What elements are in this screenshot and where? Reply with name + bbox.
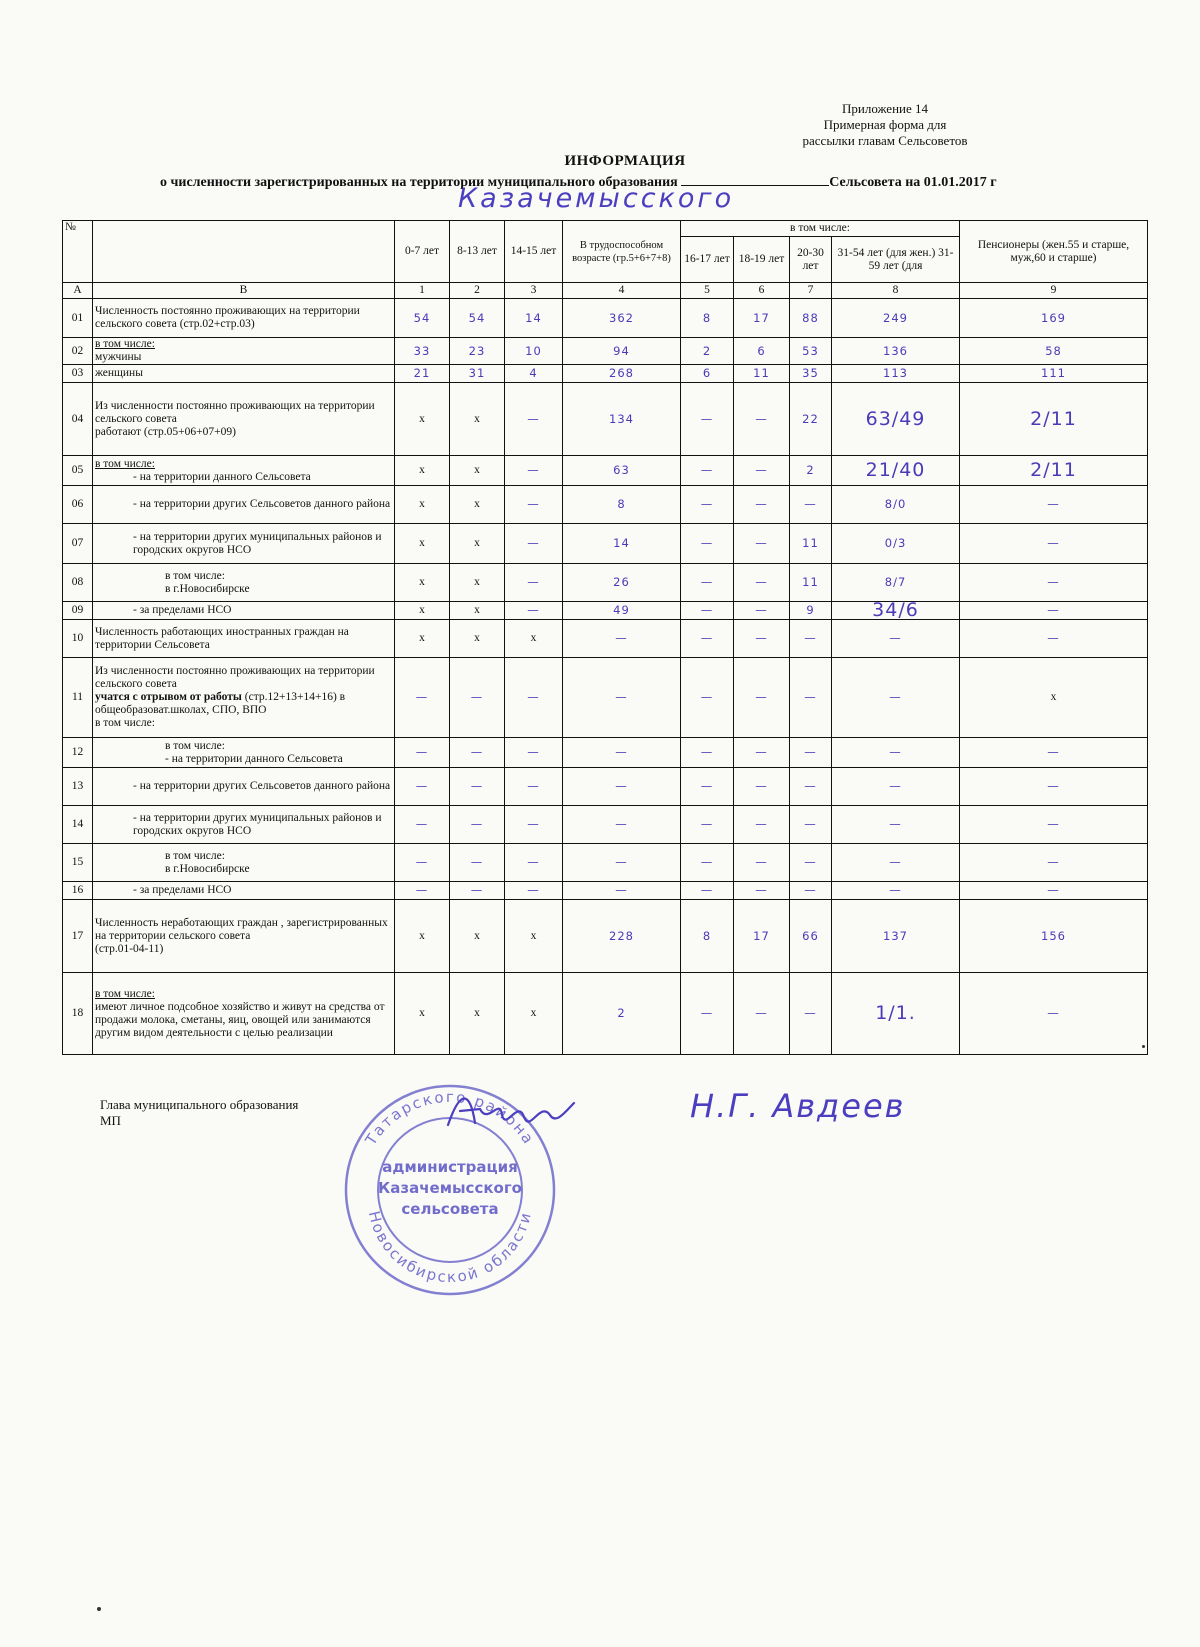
value-cell: — <box>790 806 832 844</box>
value-cell: — <box>790 486 832 524</box>
value-cell: 156 <box>960 900 1148 973</box>
row-number: 11 <box>63 658 93 738</box>
value-cell: х <box>450 973 505 1055</box>
stamp-outer-top-text: Татарского района <box>361 1087 539 1149</box>
value-cell: — <box>681 882 734 900</box>
footer-head-title: Глава муниципального образования <box>100 1097 299 1112</box>
value-cell: 8 <box>563 486 681 524</box>
value-cell: 1/1. <box>832 973 960 1055</box>
footer-stamp-label: МП <box>100 1113 121 1128</box>
value-cell: — <box>450 882 505 900</box>
value-cell: х <box>450 456 505 486</box>
column-index-row <box>63 283 1148 299</box>
row-text: Численность работающих иностранных граждан на территории Сельсовета <box>95 625 349 651</box>
value-cell: 54 <box>450 299 505 338</box>
row-subheading: в том числе: <box>95 457 155 470</box>
value-cell: 17 <box>734 299 790 338</box>
value-cell: — <box>832 620 960 658</box>
value-cell: 11 <box>790 564 832 602</box>
value-cell: 66 <box>790 900 832 973</box>
value-cell: 169 <box>960 299 1148 338</box>
value-cell: — <box>734 524 790 564</box>
value-cell: х <box>505 900 563 973</box>
value-cell: — <box>790 973 832 1055</box>
subtitle-right: Сельсовета на 01.01.2017 г <box>829 175 997 190</box>
row-subheading: в том числе: <box>165 739 225 752</box>
row-number: 13 <box>63 768 93 806</box>
row-description <box>93 768 395 806</box>
value-cell: х <box>450 602 505 620</box>
value-cell: — <box>563 620 681 658</box>
value-cell: 23 <box>450 338 505 365</box>
row-subheading: в том числе: <box>165 849 225 862</box>
row-text: имеют личное подсобное хозяйство и живут на средства от продажи молока, сметаны, яиц, овощей или занимаются другим видом деятельности с целью реализации <box>95 1000 385 1039</box>
row-number: 07 <box>63 524 93 564</box>
row-description <box>93 524 395 564</box>
value-cell: — <box>681 564 734 602</box>
value-cell: — <box>563 768 681 806</box>
table-header <box>63 221 1148 299</box>
value-cell: — <box>681 768 734 806</box>
value-cell: — <box>681 602 734 620</box>
value-cell: — <box>734 844 790 882</box>
value-cell: х <box>450 383 505 456</box>
value-cell: 8/0 <box>832 486 960 524</box>
value-cell: 113 <box>832 365 960 383</box>
row-number: 01 <box>63 299 93 338</box>
table-row <box>63 456 1148 486</box>
value-cell: — <box>505 564 563 602</box>
row-description <box>93 973 395 1055</box>
value-cell: 21 <box>395 365 450 383</box>
value-cell: — <box>563 844 681 882</box>
row-number: 08 <box>63 564 93 602</box>
row-number: 17 <box>63 900 93 973</box>
row-subheading: в том числе: <box>95 338 155 350</box>
row-text: - на территории других Сельсоветов данного района <box>133 780 391 792</box>
value-cell: — <box>734 882 790 900</box>
row-number: 03 <box>63 365 93 383</box>
value-cell: — <box>832 738 960 768</box>
table-row <box>63 602 1148 620</box>
row-description <box>93 456 395 486</box>
table-row <box>63 564 1148 602</box>
value-cell: 362 <box>563 299 681 338</box>
table-row <box>63 658 1148 738</box>
value-cell: — <box>681 973 734 1055</box>
value-cell: — <box>832 806 960 844</box>
value-cell: — <box>734 806 790 844</box>
col-index: 1 <box>395 283 450 299</box>
value-cell: 6 <box>681 365 734 383</box>
row-subheading: в том числе: <box>95 987 155 1000</box>
value-cell: — <box>681 383 734 456</box>
value-cell: 94 <box>563 338 681 365</box>
row-text-cont: (стр.12+13+14+16) в общеобразоват.школах, СПО, ВПО <box>95 691 346 716</box>
value-cell: х <box>395 524 450 564</box>
table-row <box>63 524 1148 564</box>
col-index: 7 <box>790 283 832 299</box>
signature-initials: Н.Г. Авдеев <box>690 1087 906 1125</box>
value-cell: — <box>790 738 832 768</box>
value-cell: — <box>681 456 734 486</box>
value-cell: 6 <box>734 338 790 365</box>
appendix-line-1: Приложение 14 <box>841 101 929 116</box>
statistics-table <box>62 220 1148 1055</box>
row-description <box>93 900 395 973</box>
col-header-1: 0-7 лет <box>395 221 450 283</box>
value-cell: — <box>734 602 790 620</box>
value-cell: 2 <box>563 973 681 1055</box>
value-cell: — <box>960 844 1148 882</box>
value-cell: х <box>395 486 450 524</box>
col-header-5: 16-17 лет <box>681 237 734 283</box>
row-number: 06 <box>63 486 93 524</box>
value-cell: — <box>681 738 734 768</box>
value-cell: 21/40 <box>832 456 960 486</box>
col-header-2: 8-13 лет <box>450 221 505 283</box>
row-description <box>93 365 395 383</box>
value-cell: — <box>450 768 505 806</box>
value-cell: — <box>960 602 1148 620</box>
row-text-2: работают (стр.05+06+07+09) <box>95 425 236 438</box>
value-cell: х <box>450 524 505 564</box>
value-cell: 2 <box>790 456 832 486</box>
subtitle-left: о численности зарегистрированных на территории муниципального образования <box>160 175 678 190</box>
value-cell: 34/6 <box>832 602 960 620</box>
value-cell: — <box>563 658 681 738</box>
value-cell: 63 <box>563 456 681 486</box>
col-header-7: 20-30 лет <box>790 237 832 283</box>
col-header-4: В трудоспособном возрасте (гр.5+6+7+8) <box>563 221 681 283</box>
row-text: мужчины <box>95 351 142 363</box>
row-text: Из численности постоянно проживающих на территории сельского совета <box>95 665 375 690</box>
stamp-line-1: администрация <box>382 1158 518 1176</box>
value-cell: — <box>450 658 505 738</box>
row-description <box>93 564 395 602</box>
col-index: 2 <box>450 283 505 299</box>
value-cell: — <box>395 844 450 882</box>
value-cell: — <box>450 844 505 882</box>
row-description <box>93 383 395 456</box>
table-row <box>63 882 1148 900</box>
value-cell: — <box>734 486 790 524</box>
value-cell: 54 <box>395 299 450 338</box>
scan-speck <box>1142 1045 1145 1048</box>
row-text: - на территории данного Сельсовета <box>165 752 343 765</box>
value-cell: — <box>505 882 563 900</box>
value-cell: 9 <box>790 602 832 620</box>
value-cell: — <box>790 658 832 738</box>
appendix-line-3: рассылки главам Сельсоветов <box>802 133 968 148</box>
value-cell: — <box>395 882 450 900</box>
table-row <box>63 620 1148 658</box>
col-header-no: № <box>63 221 93 283</box>
value-cell: — <box>832 658 960 738</box>
col-header-6: 18-19 лет <box>734 237 790 283</box>
col-index: В <box>93 283 395 299</box>
value-cell: 33 <box>395 338 450 365</box>
stamp-outer-bottom-text: Новосибирской области <box>364 1209 536 1287</box>
scan-speck <box>97 1607 101 1611</box>
value-cell: — <box>960 564 1148 602</box>
value-cell: — <box>734 383 790 456</box>
value-cell: — <box>734 456 790 486</box>
row-number: 09 <box>63 602 93 620</box>
handwritten-settlement-name: Казачемысского <box>458 183 735 214</box>
row-description <box>93 806 395 844</box>
value-cell: — <box>505 844 563 882</box>
row-text: в г.Новосибирске <box>165 862 250 875</box>
table-row <box>63 844 1148 882</box>
value-cell: х <box>395 564 450 602</box>
table-row <box>63 383 1148 456</box>
appendix-header <box>770 101 1000 149</box>
value-cell: х <box>450 486 505 524</box>
value-cell: — <box>505 383 563 456</box>
value-cell: — <box>395 806 450 844</box>
value-cell: — <box>734 658 790 738</box>
col-index: 3 <box>505 283 563 299</box>
value-cell: 4 <box>505 365 563 383</box>
col-index: 4 <box>563 283 681 299</box>
value-cell: х <box>960 658 1148 738</box>
value-cell: 26 <box>563 564 681 602</box>
col-index: 9 <box>960 283 1148 299</box>
row-description <box>93 299 395 338</box>
col-header-3: 14-15 лет <box>505 221 563 283</box>
value-cell: х <box>395 900 450 973</box>
value-cell: — <box>960 882 1148 900</box>
value-cell: — <box>505 524 563 564</box>
value-cell: — <box>505 456 563 486</box>
col-header-in-that: в том числе: <box>681 221 960 237</box>
value-cell: — <box>790 844 832 882</box>
row-number: 16 <box>63 882 93 900</box>
table-row <box>63 900 1148 973</box>
value-cell: — <box>681 844 734 882</box>
row-text: в г.Новосибирске <box>165 582 250 595</box>
value-cell: 2/11 <box>960 456 1148 486</box>
document-title: ИНФОРМАЦИЯ <box>564 153 686 169</box>
row-text: - на территории других Сельсоветов данного района <box>133 498 391 510</box>
value-cell: — <box>450 738 505 768</box>
value-cell: 2/11 <box>960 383 1148 456</box>
row-text: - на территории данного Сельсовета <box>133 470 311 483</box>
value-cell: 58 <box>960 338 1148 365</box>
value-cell: — <box>790 882 832 900</box>
row-description <box>93 486 395 524</box>
value-cell: х <box>450 620 505 658</box>
value-cell: 268 <box>563 365 681 383</box>
value-cell: — <box>395 768 450 806</box>
row-description <box>93 844 395 882</box>
value-cell: — <box>734 973 790 1055</box>
value-cell: — <box>960 738 1148 768</box>
appendix-line-2: Примерная форма для <box>823 117 947 132</box>
value-cell: 8 <box>681 900 734 973</box>
row-number: 05 <box>63 456 93 486</box>
value-cell: — <box>960 524 1148 564</box>
head-signature <box>440 1085 580 1145</box>
value-cell: 22 <box>790 383 832 456</box>
table-row <box>63 338 1148 365</box>
value-cell: х <box>450 900 505 973</box>
value-cell: х <box>505 973 563 1055</box>
value-cell: — <box>505 768 563 806</box>
value-cell: — <box>960 620 1148 658</box>
col-header-desc <box>93 221 395 283</box>
value-cell: 10 <box>505 338 563 365</box>
value-cell: — <box>832 768 960 806</box>
value-cell: — <box>681 486 734 524</box>
value-cell: 8 <box>681 299 734 338</box>
value-cell: х <box>395 973 450 1055</box>
row-number: 14 <box>63 806 93 844</box>
value-cell: 228 <box>563 900 681 973</box>
value-cell: х <box>505 620 563 658</box>
value-cell: — <box>563 806 681 844</box>
value-cell: 49 <box>563 602 681 620</box>
value-cell: 14 <box>563 524 681 564</box>
value-cell: 17 <box>734 900 790 973</box>
value-cell: 249 <box>832 299 960 338</box>
row-text: женщины <box>95 367 143 379</box>
col-header-9: Пенсионеры (жен.55 и старше, муж,60 и старше) <box>960 221 1148 283</box>
value-cell: — <box>395 658 450 738</box>
value-cell: 88 <box>790 299 832 338</box>
value-cell: — <box>790 620 832 658</box>
value-cell: — <box>734 620 790 658</box>
row-description <box>93 882 395 900</box>
row-text-bold: учатся с отрывом от работы <box>95 691 242 703</box>
value-cell: — <box>734 738 790 768</box>
row-text: - на территории других муниципальных районов и городских округов НСО <box>133 530 382 556</box>
value-cell: — <box>450 806 505 844</box>
value-cell: — <box>960 486 1148 524</box>
row-number: 12 <box>63 738 93 768</box>
col-index: 6 <box>734 283 790 299</box>
row-description <box>93 620 395 658</box>
value-cell: х <box>395 620 450 658</box>
value-cell: 63/49 <box>832 383 960 456</box>
value-cell: — <box>960 806 1148 844</box>
value-cell: 2 <box>681 338 734 365</box>
value-cell: — <box>681 620 734 658</box>
row-number: 02 <box>63 338 93 365</box>
row-text: - на территории других муниципальных районов и городских округов НСО <box>133 811 382 837</box>
row-description <box>93 738 395 768</box>
value-cell: — <box>681 806 734 844</box>
value-cell: — <box>505 602 563 620</box>
value-cell: — <box>832 882 960 900</box>
row-description <box>93 658 395 738</box>
value-cell: 35 <box>790 365 832 383</box>
value-cell: — <box>505 738 563 768</box>
col-index: 8 <box>832 283 960 299</box>
col-index: 5 <box>681 283 734 299</box>
row-text: Численность постоянно проживающих на территории сельского совета (стр.02+стр.03) <box>95 305 360 330</box>
value-cell: 134 <box>563 383 681 456</box>
value-cell: х <box>395 383 450 456</box>
value-cell: — <box>681 658 734 738</box>
row-description <box>93 338 395 365</box>
stamp-line-3: сельсовета <box>401 1200 499 1218</box>
value-cell: — <box>505 806 563 844</box>
value-cell: — <box>790 768 832 806</box>
value-cell: — <box>734 564 790 602</box>
row-number: 10 <box>63 620 93 658</box>
value-cell: 53 <box>790 338 832 365</box>
table-row <box>63 738 1148 768</box>
value-cell: — <box>505 486 563 524</box>
value-cell: х <box>450 564 505 602</box>
table-row <box>63 768 1148 806</box>
table-row <box>63 806 1148 844</box>
row-text: - за пределами НСО <box>133 884 232 896</box>
table-row <box>63 365 1148 383</box>
value-cell: — <box>563 738 681 768</box>
value-cell: — <box>960 973 1148 1055</box>
value-cell: — <box>563 882 681 900</box>
row-subheading: в том числе: <box>165 569 225 582</box>
value-cell: 111 <box>960 365 1148 383</box>
value-cell: 8/7 <box>832 564 960 602</box>
value-cell: — <box>395 738 450 768</box>
row-number: 04 <box>63 383 93 456</box>
value-cell: — <box>832 844 960 882</box>
col-index: А <box>63 283 93 299</box>
value-cell: х <box>395 602 450 620</box>
value-cell: — <box>960 768 1148 806</box>
row-text: - за пределами НСО <box>133 604 232 616</box>
value-cell: — <box>681 524 734 564</box>
table-row <box>63 973 1148 1055</box>
row-number: 18 <box>63 973 93 1055</box>
stamp-line-2: Казачемысского <box>378 1179 522 1197</box>
table-row <box>63 299 1148 338</box>
row-text-tail: в том числе: <box>95 717 155 729</box>
value-cell: 137 <box>832 900 960 973</box>
col-header-8: 31-54 лет (для жен.) 31-59 лет (для <box>832 237 960 283</box>
value-cell: 0/3 <box>832 524 960 564</box>
row-text: Численность неработающих граждан , зарегистрированных на территории сельского совета <box>95 916 388 942</box>
table-row <box>63 486 1148 524</box>
value-cell: — <box>505 658 563 738</box>
row-description <box>93 602 395 620</box>
value-cell: 136 <box>832 338 960 365</box>
value-cell: 11 <box>734 365 790 383</box>
value-cell: — <box>734 768 790 806</box>
row-text-2: (стр.01-04-11) <box>95 942 164 955</box>
footer-block <box>100 1097 298 1129</box>
table-body <box>63 299 1148 1055</box>
value-cell: 31 <box>450 365 505 383</box>
value-cell: х <box>395 456 450 486</box>
row-text: Из численности постоянно проживающих на территории сельского совета <box>95 399 375 425</box>
value-cell: 11 <box>790 524 832 564</box>
row-number: 15 <box>63 844 93 882</box>
value-cell: 14 <box>505 299 563 338</box>
